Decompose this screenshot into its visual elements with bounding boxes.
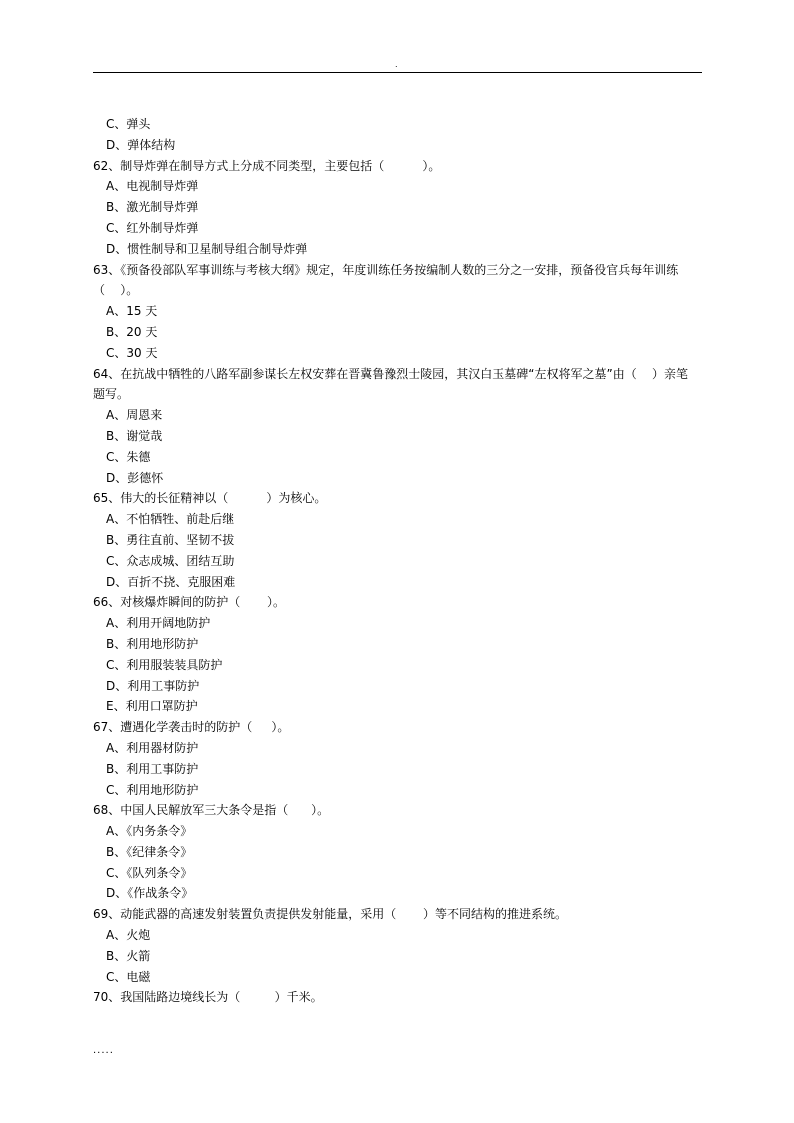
answer-option: A、15 天 xyxy=(106,304,158,319)
answer-option: B、火箭 xyxy=(106,948,151,963)
answer-option: A、利用器材防护 xyxy=(106,740,199,755)
document-body xyxy=(93,114,703,1008)
question-continuation: （ ）。 xyxy=(93,283,139,298)
answer-option: A、周恩来 xyxy=(106,408,163,423)
question-text: 69、动能武器的高速发射装置负责提供发射能量，采用（ ）等不同结构的推进系统。 xyxy=(93,907,567,922)
header-rule xyxy=(93,72,702,73)
answer-option: C、电磁 xyxy=(106,969,151,984)
answer-option: A、利用开阔地防护 xyxy=(106,616,211,631)
answer-option: D、惯性制导和卫星制导组合制导炸弹 xyxy=(106,241,308,256)
answer-option: C、30 天 xyxy=(106,345,158,360)
answer-option: C、《队列条令》 xyxy=(106,865,193,880)
answer-option: C、众志成城、团结互助 xyxy=(106,553,235,568)
question-text: 62、制导炸弹在制导方式上分成不同类型，主要包括（ ）。 xyxy=(93,158,441,173)
answer-option: B、勇往直前、坚韧不拔 xyxy=(106,532,235,547)
question-text: 63、《预备役部队军事训练与考核大纲》规定，年度训练任务按编制人数的三分之一安排，预备役官兵每年训练 xyxy=(93,262,679,277)
header-mark: . xyxy=(395,60,398,69)
answer-option: A、不怕牺牲、前赴后继 xyxy=(106,512,235,527)
answer-option: D、《作战条令》 xyxy=(106,886,194,901)
question-text: 67、遭遇化学袭击时的防护（ ）。 xyxy=(93,720,290,735)
question-continuation: 题写。 xyxy=(93,387,130,402)
answer-option: B、20 天 xyxy=(106,324,158,339)
answer-option: C、朱德 xyxy=(106,449,151,464)
answer-option: E、利用口罩防护 xyxy=(106,699,198,714)
answer-option: A、电视制导炸弹 xyxy=(106,179,199,194)
question-text: 65、伟大的长征精神以（ ）为核心。 xyxy=(93,491,327,506)
answer-option: C、红外制导炸弹 xyxy=(106,220,199,235)
answer-option: D、百折不挠、克服困难 xyxy=(106,574,236,589)
answer-option: D、彭德怀 xyxy=(106,470,164,485)
answer-option: B、利用工事防护 xyxy=(106,761,199,776)
answer-option: A、火炮 xyxy=(106,928,151,943)
answer-option: B、利用地形防护 xyxy=(106,636,199,651)
answer-option: A、《内务条令》 xyxy=(106,824,193,839)
question-text: 70、我国陆路边境线长为（ ）千米。 xyxy=(93,990,323,1005)
question-text: 68、中国人民解放军三大条令是指（ ）。 xyxy=(93,803,330,818)
question-text: 66、对核爆炸瞬间的防护（ ）。 xyxy=(93,595,285,610)
answer-option: C、利用地形防护 xyxy=(106,782,199,797)
answer-option: B、激光制导炸弹 xyxy=(106,200,199,215)
answer-option: D、弹体结构 xyxy=(106,137,176,152)
answer-option: B、谢觉哉 xyxy=(106,428,163,443)
question-text: 64、在抗战中牺牲的八路军副参谋长左权安葬在晋冀鲁豫烈士陵园，其汉白玉墓碑“左权将军之墓”由（ ）亲笔 xyxy=(93,366,688,381)
answer-option: C、利用服装装具防护 xyxy=(106,657,223,672)
answer-option: C、弹头 xyxy=(106,117,151,131)
answer-option: D、利用工事防护 xyxy=(106,678,200,693)
answer-option: B、《纪律条令》 xyxy=(106,844,193,859)
footer-mark: ..... xyxy=(93,1045,114,1056)
